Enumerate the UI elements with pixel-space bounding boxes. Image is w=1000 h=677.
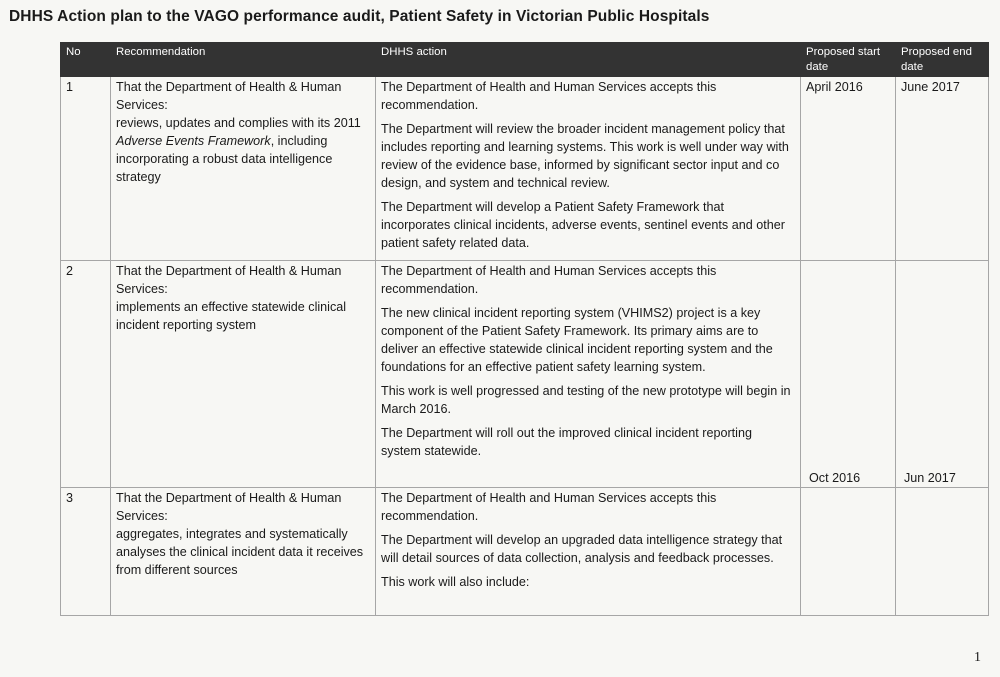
row-number: 1 [61, 77, 111, 261]
row-number: 3 [61, 488, 111, 616]
action-paragraph: This work will also include: [381, 575, 530, 589]
recommendation-intro: That the Department of Health & Human Services: [116, 80, 342, 112]
header-proposed-end-date: Proposed end date [896, 43, 989, 77]
header-no: No [61, 43, 111, 77]
action-paragraph: The Department will roll out the improved clinical incident reporting system statewide. [381, 426, 752, 458]
action-paragraph: The Department will develop an upgraded data intelligence strategy that will detail sources of data collection, analysis and feedback processes. [381, 533, 783, 565]
table-row [61, 77, 989, 261]
action-paragraph: This work is well progressed and testing of the new prototype will begin in March 2016. [381, 384, 791, 416]
start-date: Oct 2016 [809, 471, 861, 485]
header-dhhs-action: DHHS action [376, 43, 801, 77]
action-plan-table [60, 42, 989, 616]
recommendation-cell [111, 77, 376, 261]
action-cell [376, 488, 801, 616]
action-paragraph: The Department of Health and Human Services accepts this recommendation. [381, 491, 717, 523]
framework-name: Adverse Events Framework [116, 134, 271, 148]
action-paragraph: The Department will review the broader incident management policy that includes reporting and learning systems. This work is well under way with review of the evidence base, informed by significant sector input and co design, and system and technical review. [381, 122, 789, 190]
header-recommendation: Recommendation [111, 43, 376, 77]
header-proposed-start-date: Proposed start date [801, 43, 896, 77]
recommendation-detail-pre: reviews, updates and complies with its 2011 [116, 116, 361, 130]
action-cell [376, 77, 801, 261]
recommendation-detail-post: , including incorporating a robust data intelligence strategy [116, 134, 333, 184]
recommendation-detail: implements an effective statewide clinical incident reporting system [116, 300, 347, 332]
action-paragraph: The new clinical incident reporting system (VHIMS2) project is a key component of the Patient Safety Framework. Its primary aims are to deliver an effective statewide clinical incident reporting system and the foundations for an effective patient safety learning system. [381, 306, 773, 374]
document-title: DHHS Action plan to the VAGO performance audit, Patient Safety in Victorian Public Hospitals [9, 8, 710, 25]
table-header-row [61, 43, 989, 77]
action-paragraph: The Department will develop a Patient Safety Framework that incorporates clinical incidents, adverse events, sentinel events and other patient safety related data. [381, 200, 785, 250]
recommendation-cell [111, 488, 376, 616]
action-paragraph: The Department of Health and Human Services accepts this recommendation. [381, 264, 717, 296]
action-cell [376, 261, 801, 488]
end-date-cell [896, 261, 989, 488]
recommendation-detail [116, 114, 370, 186]
start-date-cell [801, 488, 896, 616]
table-row [61, 261, 989, 488]
start-date-cell: April 2016 [801, 77, 896, 261]
page-number: 1 [974, 650, 981, 665]
recommendation-intro: That the Department of Health & Human Services: [116, 491, 342, 523]
end-date-cell: June 2017 [896, 77, 989, 261]
action-paragraph: The Department of Health and Human Services accepts this recommendation. [381, 80, 717, 112]
recommendation-detail: aggregates, integrates and systematically analyses the clinical incident data it receives from different sources [116, 527, 364, 577]
start-date-cell [801, 261, 896, 488]
table-row [61, 488, 989, 616]
row-number: 2 [61, 261, 111, 488]
recommendation-intro: That the Department of Health & Human Services: [116, 264, 342, 296]
recommendation-cell [111, 261, 376, 488]
end-date-cell [896, 488, 989, 616]
end-date: Jun 2017 [904, 471, 956, 485]
